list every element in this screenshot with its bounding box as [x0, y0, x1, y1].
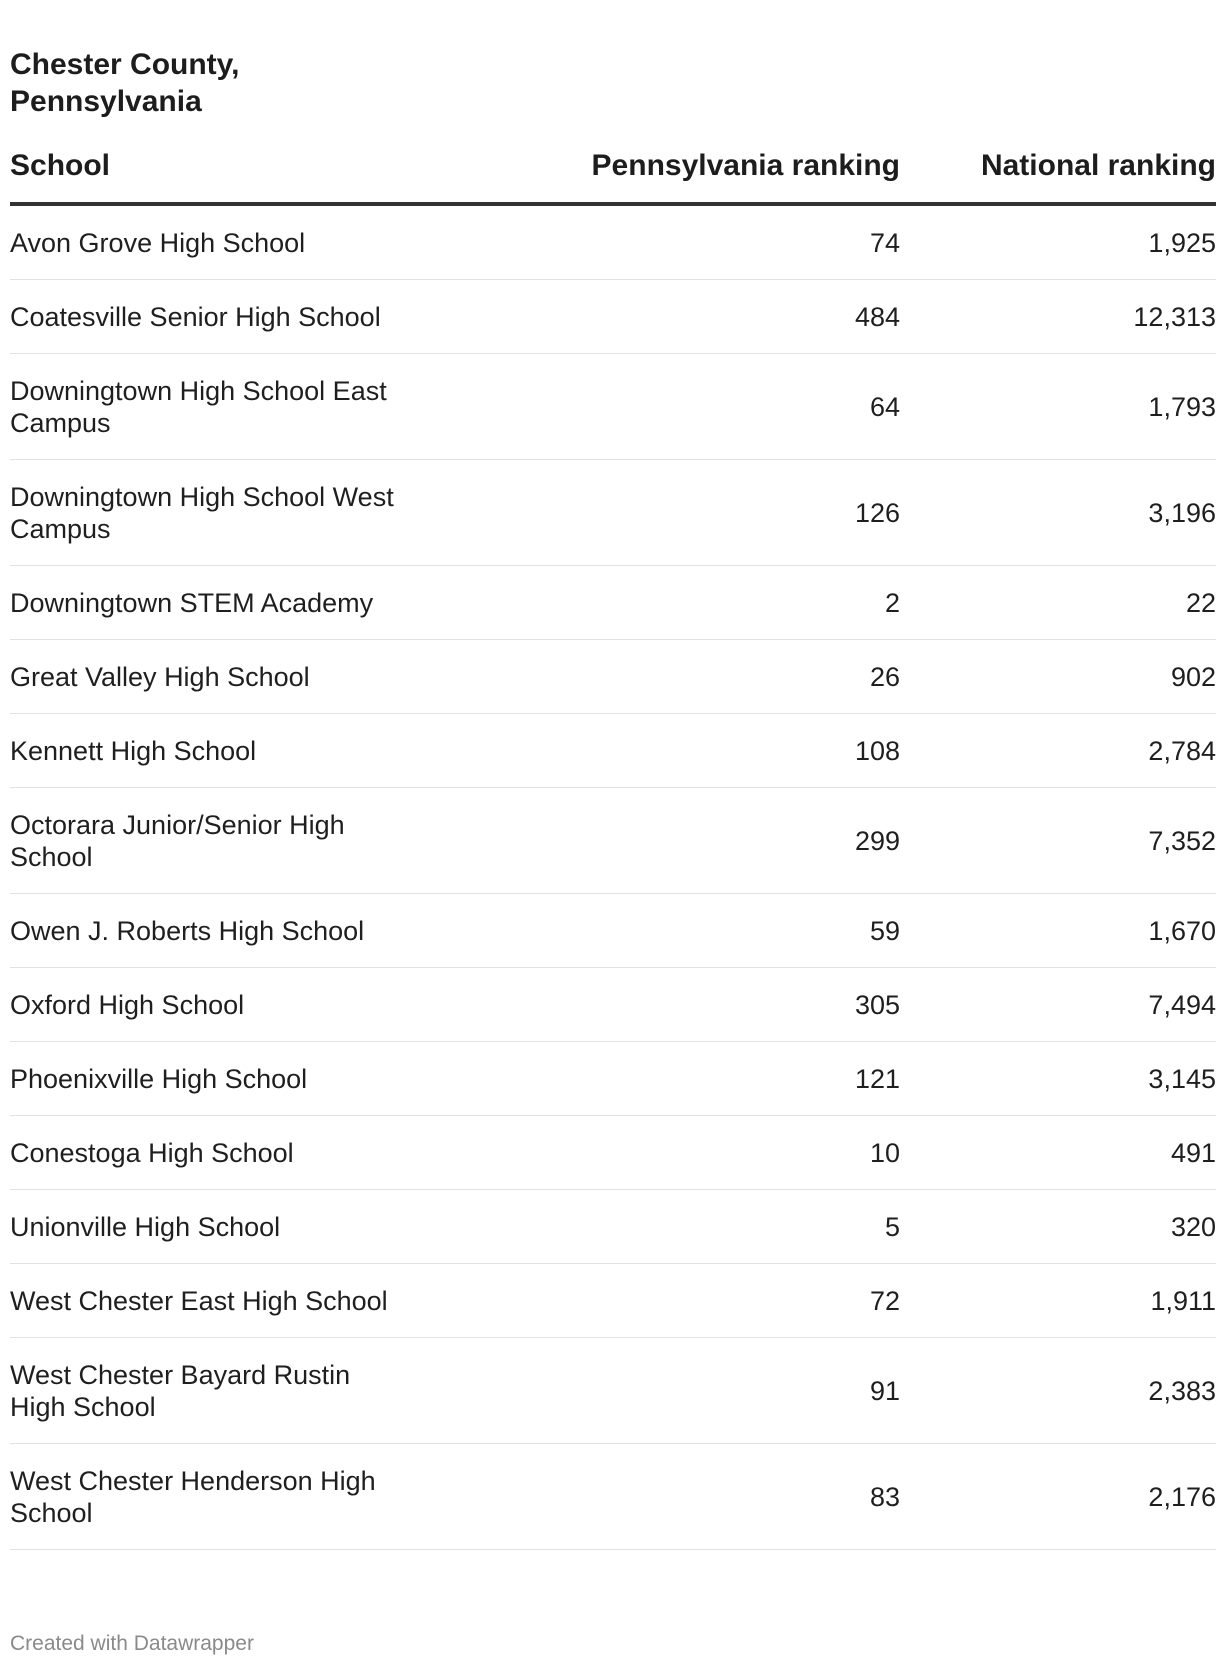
school-name-cell: Unionville High School — [10, 1190, 430, 1264]
school-name-cell: Conestoga High School — [10, 1116, 430, 1190]
table-row — [10, 280, 1216, 354]
school-name-cell: Oxford High School — [10, 968, 430, 1042]
table-row — [10, 1264, 1216, 1338]
national-ranking-cell: 3,196 — [900, 460, 1216, 566]
table-row — [10, 204, 1216, 280]
table-row — [10, 968, 1216, 1042]
national-ranking-cell: 320 — [900, 1190, 1216, 1264]
school-name-cell: West Chester Henderson High School — [10, 1444, 430, 1550]
chart-title: Chester County, Pennsylvania — [10, 48, 240, 118]
pa-ranking-cell: 126 — [430, 460, 900, 566]
national-ranking-cell: 1,793 — [900, 354, 1216, 460]
table-row — [10, 354, 1216, 460]
pa-ranking-cell: 91 — [430, 1338, 900, 1444]
national-ranking-cell: 7,494 — [900, 968, 1216, 1042]
school-name-cell: Octorara Junior/Senior High School — [10, 788, 430, 894]
pa-ranking-cell: 74 — [430, 204, 900, 280]
pa-ranking-cell: 26 — [430, 640, 900, 714]
pa-ranking-cell: 5 — [430, 1190, 900, 1264]
school-name-cell: West Chester East High School — [10, 1264, 430, 1338]
national-ranking-cell: 1,925 — [900, 204, 1216, 280]
school-name-cell: Downingtown High School West Campus — [10, 460, 430, 566]
school-name-cell: Kennett High School — [10, 714, 430, 788]
column-header-pa-ranking[interactable]: Pennsylvania ranking — [430, 148, 900, 204]
table-body — [10, 204, 1216, 1550]
column-header-national-ranking[interactable]: National ranking — [900, 148, 1216, 204]
table-container — [10, 46, 1216, 1550]
pa-ranking-cell: 10 — [430, 1116, 900, 1190]
pa-ranking-cell: 484 — [430, 280, 900, 354]
school-name-cell: Avon Grove High School — [10, 204, 430, 280]
national-ranking-cell: 2,176 — [900, 1444, 1216, 1550]
pa-ranking-cell: 59 — [430, 894, 900, 968]
national-ranking-cell: 12,313 — [900, 280, 1216, 354]
pa-ranking-cell: 121 — [430, 1042, 900, 1116]
pa-ranking-cell: 305 — [430, 968, 900, 1042]
table-row — [10, 1338, 1216, 1444]
column-header-school[interactable]: School — [10, 148, 430, 204]
table-row — [10, 894, 1216, 968]
national-ranking-cell: 1,911 — [900, 1264, 1216, 1338]
national-ranking-cell: 902 — [900, 640, 1216, 714]
table-row — [10, 566, 1216, 640]
school-name-cell: Phoenixville High School — [10, 1042, 430, 1116]
national-ranking-cell: 22 — [900, 566, 1216, 640]
national-ranking-cell: 3,145 — [900, 1042, 1216, 1116]
national-ranking-cell: 7,352 — [900, 788, 1216, 894]
pa-ranking-cell: 2 — [430, 566, 900, 640]
school-name-cell: Owen J. Roberts High School — [10, 894, 430, 968]
national-ranking-cell: 2,383 — [900, 1338, 1216, 1444]
table-row — [10, 1444, 1216, 1550]
pa-ranking-cell: 83 — [430, 1444, 900, 1550]
table-row — [10, 460, 1216, 566]
national-ranking-cell: 491 — [900, 1116, 1216, 1190]
table-row — [10, 1116, 1216, 1190]
table-row — [10, 1042, 1216, 1116]
school-name-cell: West Chester Bayard Rustin High School — [10, 1338, 430, 1444]
pa-ranking-cell: 64 — [430, 354, 900, 460]
table-header-row — [10, 148, 1216, 204]
datawrapper-credit[interactable]: Created with Datawrapper — [10, 1632, 254, 1655]
school-name-cell: Downingtown High School East Campus — [10, 354, 430, 460]
school-name-cell: Great Valley High School — [10, 640, 430, 714]
national-ranking-cell: 2,784 — [900, 714, 1216, 788]
table-row — [10, 1190, 1216, 1264]
pa-ranking-cell: 108 — [430, 714, 900, 788]
pa-ranking-cell: 299 — [430, 788, 900, 894]
national-ranking-cell: 1,670 — [900, 894, 1216, 968]
table-row — [10, 640, 1216, 714]
table-row — [10, 788, 1216, 894]
school-name-cell: Coatesville Senior High School — [10, 280, 430, 354]
table-row — [10, 714, 1216, 788]
school-name-cell: Downingtown STEM Academy — [10, 566, 430, 640]
rankings-table — [10, 148, 1216, 1550]
pa-ranking-cell: 72 — [430, 1264, 900, 1338]
